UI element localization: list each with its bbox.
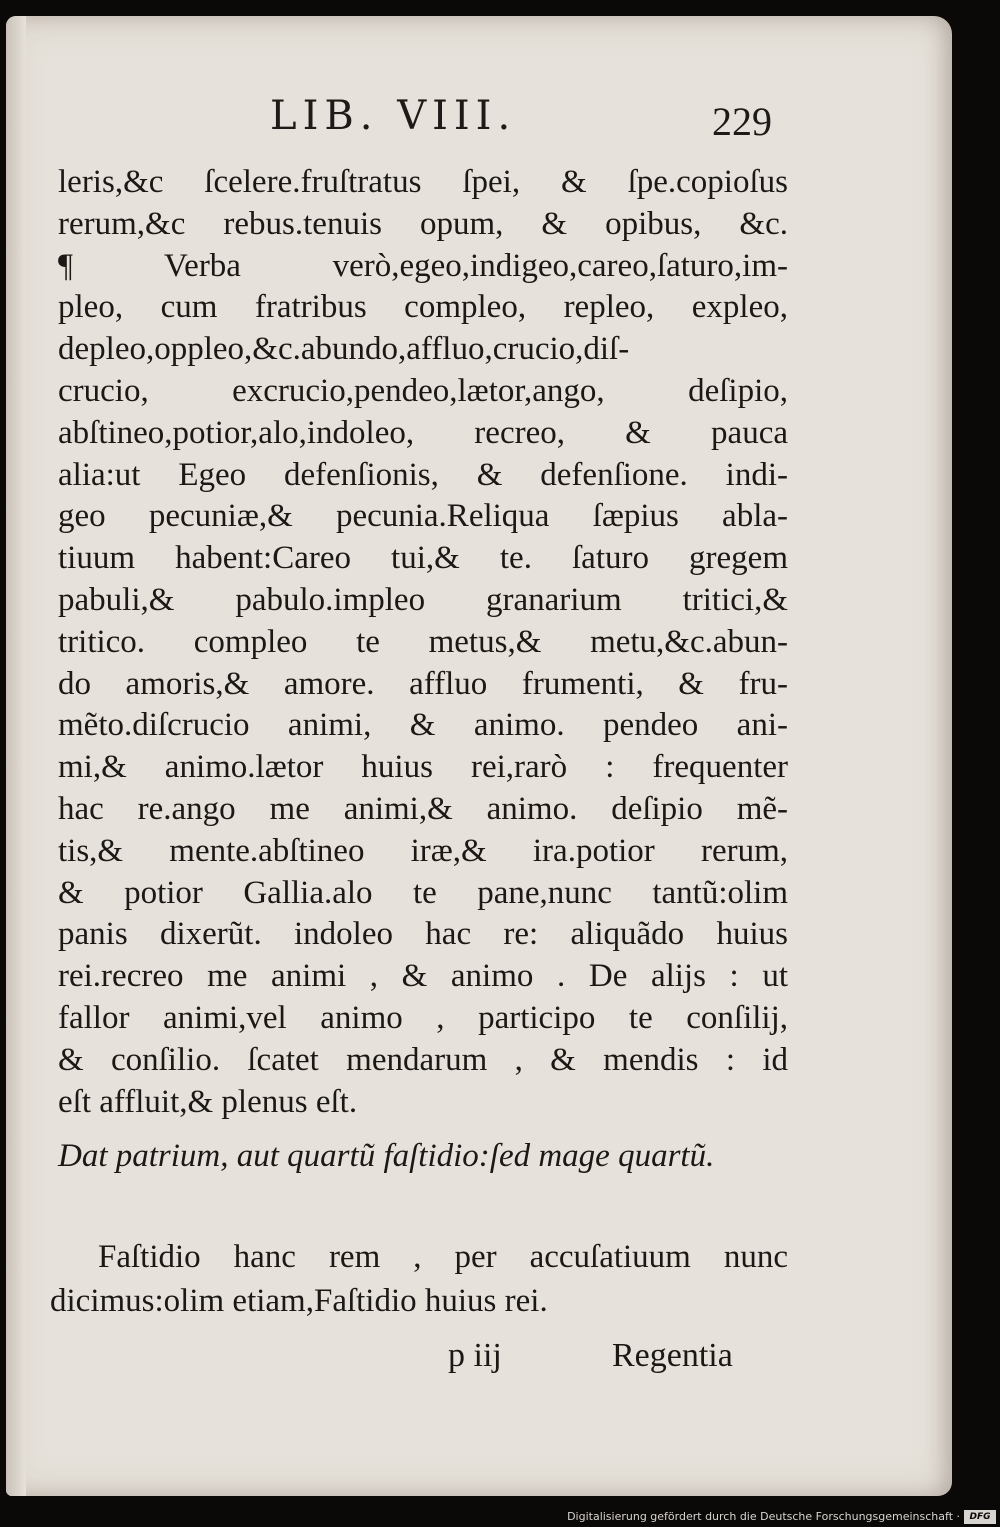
- footer-credit: Digitalisierung gefördert durch die Deutsche Forschungsgemeinschaft ·: [567, 1510, 960, 1523]
- text-line: pleo, cum fratribus compleo, repleo, expleo,: [58, 289, 788, 326]
- text-line: panis dixerũt. indoleo hac re: aliquãdo huius: [58, 916, 788, 953]
- page-number: 229: [712, 99, 772, 144]
- text-line: geo pecuniæ,& pecunia.Reliqua ſæpius abla-: [58, 498, 788, 535]
- running-head: LIB. VIII.: [270, 93, 517, 139]
- main-text-block: [58, 162, 788, 1123]
- text-line: do amoris,& amore. affluo frumenti, & fru-: [58, 665, 788, 702]
- text-line: tis,& mente.abſtineo iræ,& ira.potior rerum,: [58, 832, 788, 869]
- text-line: depleo,oppleo,&c.abundo,affluo,crucio,diſ-: [58, 331, 630, 368]
- page-gutter-shadow: [6, 16, 26, 1496]
- text-line: alia:ut Egeo defenſionis, & defenſione. indi-: [58, 456, 788, 493]
- text-line: mẽto.diſcrucio animi, & animo. pendeo ani-: [58, 707, 788, 744]
- text-line: & potior Gallia.alo te pane,nunc tantũ:olim: [58, 874, 788, 911]
- second-paragraph: [50, 1235, 788, 1323]
- text-line: ¶ Verba verò,egeo,indigeo,careo,ſaturo,im-: [58, 247, 788, 284]
- text-line: dicimus:olim etiam,Faſtidio huius rei.: [50, 1283, 548, 1319]
- text-line: abſtineo,potior,alo,indoleo, recreo, & pauca: [58, 414, 788, 451]
- text-line: & conſilio. ſcatet mendarum , & mendis : id: [58, 1041, 788, 1078]
- text-line: tritico. compleo te metus,& metu,&c.abun-: [58, 623, 788, 660]
- signature-mark: p iij: [448, 1337, 502, 1374]
- text-line: mi,& animo.lætor huius rei,rarò : frequenter: [58, 749, 788, 786]
- dfg-logo-icon: DFG: [964, 1510, 996, 1524]
- verse-rule: Dat patrium, aut quartũ faſtidio:ſed mage quartũ.: [58, 1138, 715, 1174]
- footer-bar: [0, 1507, 1000, 1527]
- text-line: crucio, excrucio,pendeo,lætor,ango, deſipio,: [58, 372, 788, 409]
- text-line: hac re.ango me animi,& animo. deſipio mẽ-: [58, 790, 788, 827]
- text-line: tiuum habent:Careo tui,& te. ſaturo gregem: [58, 540, 788, 577]
- text-line: rerum,&c rebus.tenuis opum, & opibus, &c.: [58, 205, 788, 242]
- text-line: pabuli,& pabulo.impleo granarium tritici,&: [58, 581, 788, 618]
- text-line: eſt affluit,& plenus eſt.: [58, 1083, 358, 1120]
- catchword: Regentia: [612, 1337, 733, 1374]
- text-line: rei.recreo me animi , & animo . De alijs : ut: [58, 958, 788, 995]
- text-line: leris,&c ſcelere.fruſtratus ſpei, & ſpe.copioſus: [58, 164, 788, 200]
- text-line: Faſtidio hanc rem , per accuſatiuum nunc: [98, 1239, 788, 1275]
- text-line: fallor animi,vel animo , participo te conſilij,: [58, 999, 788, 1036]
